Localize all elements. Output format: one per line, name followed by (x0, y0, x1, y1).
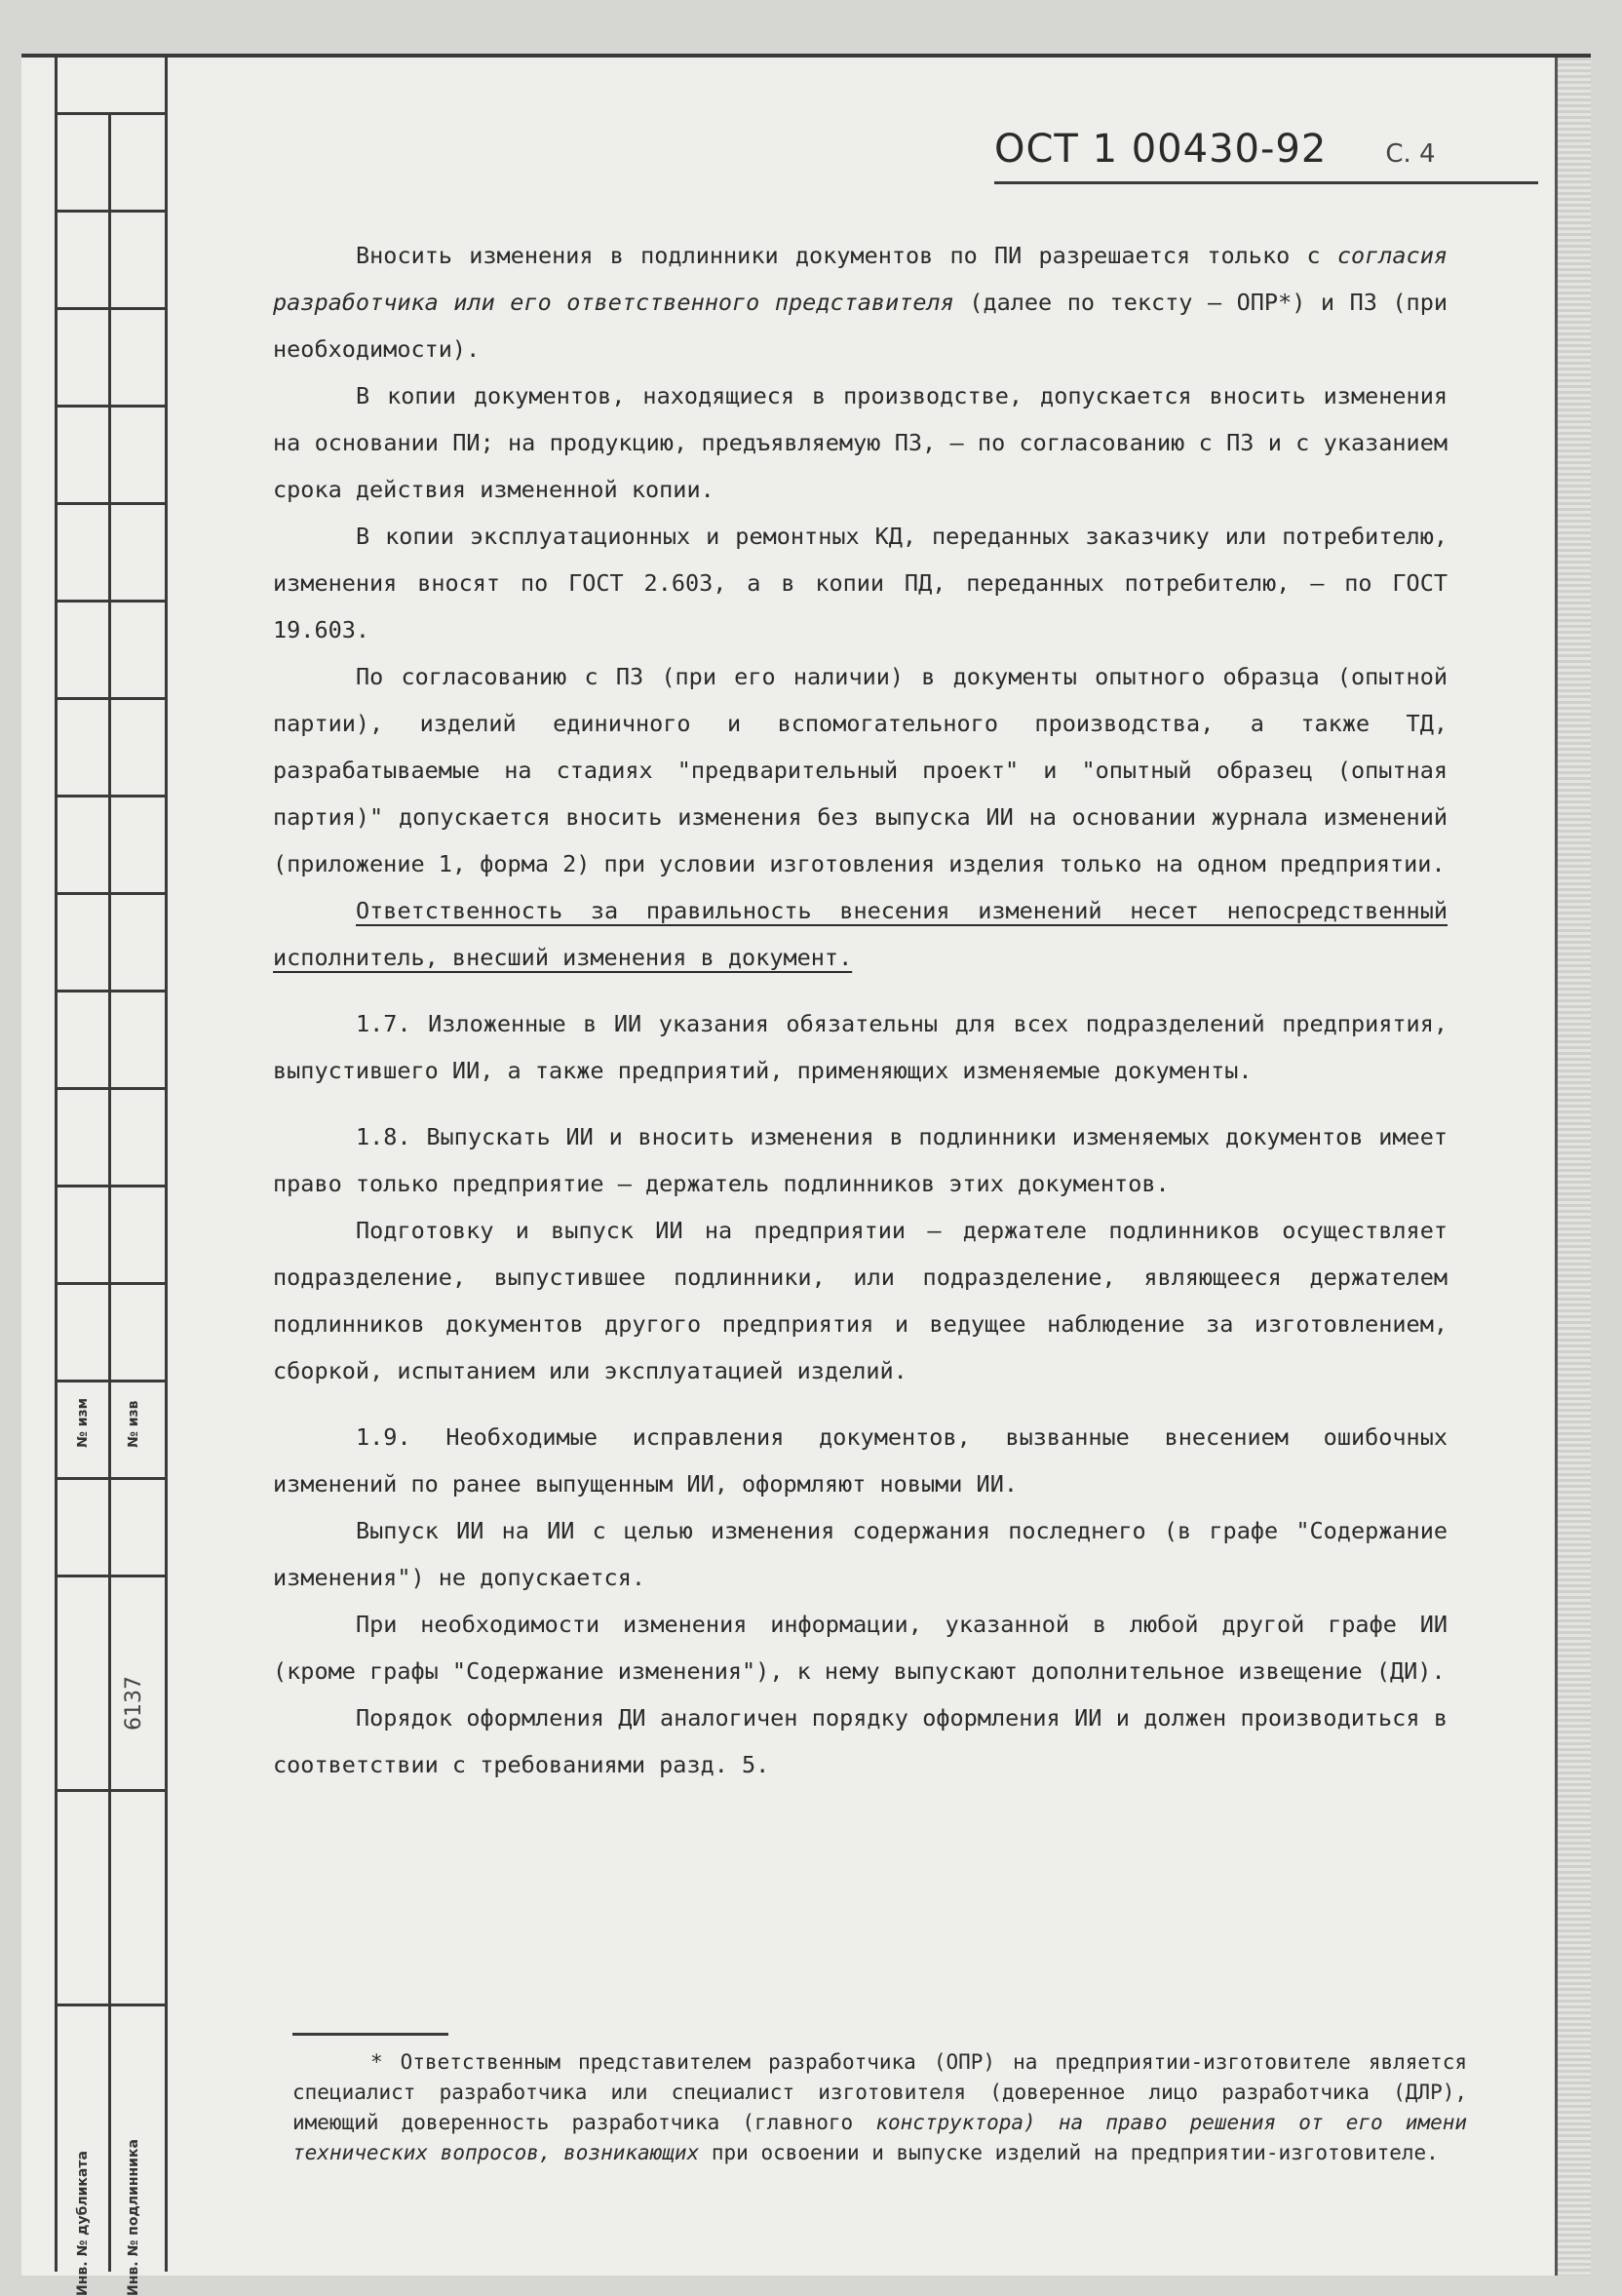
strip-line (58, 112, 165, 115)
italic-run: согласия разработчика или его ответственного представителя (273, 242, 1448, 316)
strip-line (58, 1282, 165, 1285)
italic-run: конструктора) на право решения от его имени технических вопросов, возникающих (292, 2111, 1468, 2164)
strip-line (58, 1087, 165, 1090)
paragraph: В копии эксплуатационных и ремонтных КД, переданных заказчику или потребителю, изменения вносят по ГОСТ 2.603, а в копии ПД, переданных потребителю, – по ГОСТ 19.603. (273, 523, 1448, 643)
strip-line (58, 307, 165, 310)
clause-1-7: 1.7. Изложенные в ИИ указания обязательны для всех подразделений предприятия, выпустившего ИИ, а также предприятий, применяющих изменяемые документы. (273, 1010, 1448, 1084)
strip-line (58, 990, 165, 992)
text-run: * Ответственным представителем разработчика (ОПР) на предприятии-изготовителе является специалист разработчика или специалист изготовителя (доверенное лицо разработчика (ДЛР), имеющий доверенность разработчика (главного (292, 2050, 1467, 2134)
strip-line (58, 1477, 165, 1480)
standard-code: ОСТ 1 00430-92 (994, 127, 1328, 172)
paragraph: По согласованию с ПЗ (при его наличии) в документы опытного образца (опытной партии), изделий единичного и вспомогательного производства, а также ТД, разрабатываемые на стадиях "предварительный проект" и "опытный образец (опытная партия)" допускается вносить изменения без выпуска ИИ на основании журнала изменений (приложение 1, форма 2) при условии изготовления изделия только на одном предприятии. (273, 663, 1448, 877)
paragraph: При необходимости изменения информации, указанной в любой другой графе ИИ (кроме графы "Содержание изменения"), к нему выпускают дополнительное извещение (ДИ). (273, 1611, 1448, 1685)
strip-line (58, 210, 165, 213)
izm-label: № изм (75, 1397, 91, 1448)
strip-divider (108, 112, 111, 2272)
underlined-text: Ответственность за правильность внесения изменений несет непосредственный исполнитель, внесший изменения в документ. (273, 897, 1448, 971)
podlinnik-label: Инв. № подлинника (126, 2139, 141, 2296)
text-run: при освоении и выпуске изделий на предприятии-изготовителе. (699, 2141, 1439, 2164)
paragraph: Подготовку и выпуск ИИ на предприятии – держателе подлинников осуществляет подразделение, выпустившее подлинники, или подразделение, являющееся держателем подлинников документов другого предприятия и ведущее наблюдение за изготовлением, сборкой, испытанием или эксплуатацией изделий. (273, 1217, 1448, 1384)
page-edge (1555, 58, 1591, 2276)
strip-line (58, 892, 165, 895)
document-body (273, 232, 1448, 1788)
page-number: С. 4 (1385, 139, 1436, 169)
strip-line (58, 600, 165, 603)
strip-line (58, 502, 165, 505)
footnote (292, 2047, 1467, 2168)
strip-line (58, 1789, 165, 1792)
paragraph: Выпуск ИИ на ИИ с целью изменения содержания последнего (в графе "Содержание изменения") не допускается. (273, 1517, 1448, 1591)
dublikat-label: Инв. № дубликата (75, 2151, 91, 2296)
margin-stamp-strip (55, 54, 168, 2296)
text-run: (далее по тексту – ОПР*) и ПЗ (при необходимости). (273, 289, 1448, 363)
strip-line (58, 1185, 165, 1187)
page-header (994, 127, 1436, 172)
paragraph (273, 887, 1448, 981)
clause-1-8: 1.8. Выпускать ИИ и вносить изменения в подлинники изменяемых документов имеет право только предприятие – держатель подлинников этих документов. (273, 1123, 1448, 1197)
header-rule (994, 181, 1538, 184)
strip-line (58, 2004, 165, 2006)
strip-line (58, 1575, 165, 1577)
paragraph: В копии документов, находящиеся в производстве, допускается вносить изменения на основании ПИ; на продукцию, предъявляемую ПЗ, – по согласованию с ПЗ и с указанием срока действия измененной копии. (273, 382, 1448, 503)
paragraph: Порядок оформления ДИ аналогичен порядку оформления ИИ и должен производиться в соответствии с требованиями разд. 5. (273, 1704, 1448, 1778)
footnote-rule (292, 2033, 448, 2036)
date-number: 6137 (122, 1676, 146, 1731)
strip-line (58, 405, 165, 408)
strip-line (58, 795, 165, 798)
text-run: Вносить изменения в подлинники документов по ПИ разрешается только с (356, 242, 1337, 269)
izv-label: № изв (126, 1400, 141, 1448)
paragraph (273, 232, 1448, 372)
strip-line (58, 1380, 165, 1382)
strip-line (58, 697, 165, 700)
clause-1-9: 1.9. Необходимые исправления документов, вызванные внесением ошибочных изменений по ранее выпущенным ИИ, оформляют новыми ИИ. (273, 1423, 1448, 1498)
